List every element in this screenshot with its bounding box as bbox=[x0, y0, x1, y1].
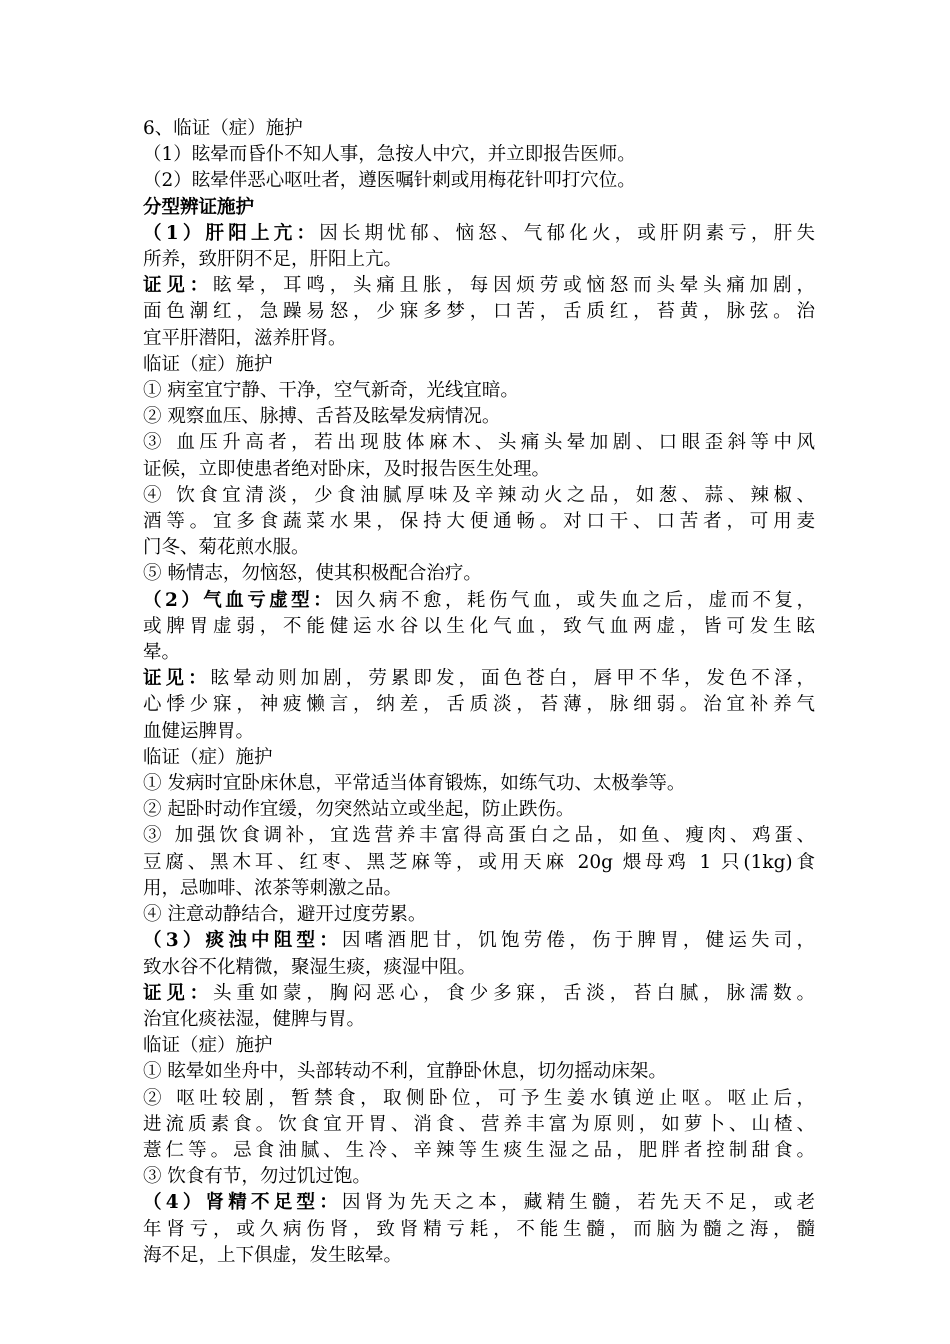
bold-heading: （1）肝阳上亢： bbox=[143, 222, 320, 244]
text-line bbox=[143, 404, 815, 430]
line-text: 薏仁等。忌食油腻、生冷、辛辣等生痰生湿之品，肥胖者控制甜食。 bbox=[143, 1139, 815, 1161]
text-line bbox=[143, 876, 815, 902]
text-line bbox=[143, 719, 815, 745]
text-line bbox=[143, 902, 815, 928]
text-line bbox=[143, 955, 815, 981]
text-line bbox=[143, 1217, 815, 1243]
text-line bbox=[143, 457, 815, 483]
text-line bbox=[143, 981, 815, 1007]
text-line bbox=[143, 116, 815, 142]
text-line bbox=[143, 509, 815, 535]
text-line bbox=[143, 1059, 815, 1085]
text-line bbox=[143, 483, 815, 509]
line-text: 用，忌咖啡、浓茶等刺激之品。 bbox=[143, 877, 403, 899]
text-line bbox=[143, 1007, 815, 1033]
text-line bbox=[143, 1138, 815, 1164]
line-text: ② 呕吐较剧，暂禁食，取侧卧位，可予生姜水镇逆止呕。呕止后， bbox=[143, 1087, 815, 1109]
text-line bbox=[143, 745, 815, 771]
document-body bbox=[143, 116, 815, 1269]
line-text: 证候，立即使患者绝对卧床，及时报告医生处理。 bbox=[143, 458, 551, 480]
text-line bbox=[143, 561, 815, 587]
text-line bbox=[143, 1086, 815, 1112]
line-text: 所养，致肝阴不足，肝阳上亢。 bbox=[143, 249, 403, 271]
text-line bbox=[143, 1112, 815, 1138]
text-line bbox=[143, 666, 815, 692]
text-line bbox=[143, 142, 815, 168]
line-text: 临证（症）施护 bbox=[143, 1035, 273, 1057]
line-text: 进流质素食。饮食宜开胃、消食、营养丰富为原则，如萝卜、山楂、 bbox=[143, 1113, 815, 1135]
text-line bbox=[143, 1190, 815, 1216]
line-text: ② 观察血压、脉搏、舌苔及眩晕发病情况。 bbox=[143, 406, 501, 428]
text-line bbox=[143, 195, 815, 221]
line-text: （2）眩晕伴恶心呕吐者，遵医嘱针刺或用梅花针叩打穴位。 bbox=[143, 170, 636, 192]
text-line bbox=[143, 326, 815, 352]
line-text: 宜平肝潜阳，滋养肝肾。 bbox=[143, 327, 347, 349]
text-line bbox=[143, 168, 815, 194]
line-text: 眩晕动则加剧，劳累即发，面色苍白，唇甲不华，发色不泽， bbox=[210, 668, 815, 690]
text-line bbox=[143, 430, 815, 456]
line-text: 临证（症）施护 bbox=[143, 353, 273, 375]
line-text: 临证（症）施护 bbox=[143, 746, 273, 768]
text-line bbox=[143, 928, 815, 954]
line-text: ② 起卧时动作宜缓，勿突然站立或坐起，防止跌伤。 bbox=[143, 799, 575, 821]
text-line bbox=[143, 640, 815, 666]
text-line bbox=[143, 797, 815, 823]
bold-heading: 证见： bbox=[143, 668, 211, 690]
line-text: 因长期忧郁、恼怒、气郁化火，或肝阴素亏，肝失 bbox=[319, 222, 815, 244]
line-text: 治宜化痰祛湿，健脾与胃。 bbox=[143, 1008, 366, 1030]
line-text: 年肾亏，或久病伤肾，致肾精亏耗，不能生髓，而脑为髓之海，髓 bbox=[143, 1218, 815, 1240]
line-text: 因嗜酒肥甘，饥饱劳倦，伤于脾胃，健运失司， bbox=[341, 930, 815, 952]
bold-heading: （3）痰浊中阻型： bbox=[143, 930, 342, 952]
text-line bbox=[143, 692, 815, 718]
line-text: 致水谷不化精微，聚湿生痰，痰湿中阻。 bbox=[143, 956, 477, 978]
bold-heading: 证见： bbox=[143, 982, 214, 1004]
text-line bbox=[143, 535, 815, 561]
text-line bbox=[143, 378, 815, 404]
text-line bbox=[143, 352, 815, 378]
line-text: 豆腐、黑木耳、红枣、黑芝麻等，或用天麻 20g 煨母鸡 1 只(1kg)食 bbox=[143, 851, 815, 873]
text-line bbox=[143, 850, 815, 876]
line-text: ④ 注意动静结合，避开过度劳累。 bbox=[143, 904, 427, 926]
line-text: 血健运脾胃。 bbox=[143, 720, 255, 742]
bold-heading: 分型辨证施护 bbox=[143, 196, 255, 218]
line-text: 头重如蒙，胸闷恶心，食少多寐，舌淡，苔白腻，脉濡数。 bbox=[213, 982, 815, 1004]
line-text: 心悸少寐，神疲懒言，纳差，舌质淡，苔薄，脉细弱。治宜补养气 bbox=[143, 694, 815, 716]
line-text: ① 病室宜宁静、干净，空气新奇，光线宜暗。 bbox=[143, 380, 519, 402]
line-text: 晕。 bbox=[143, 642, 181, 664]
text-line bbox=[143, 299, 815, 325]
text-line bbox=[143, 1033, 815, 1059]
line-text: （1）眩晕而昏仆不知人事，急按人中穴，并立即报告医师。 bbox=[143, 144, 636, 166]
text-line bbox=[143, 1243, 815, 1269]
line-text: 因久病不愈，耗伤气血，或失血之后，虚而不复， bbox=[335, 589, 815, 611]
bold-heading: （2）气血亏虚型： bbox=[143, 589, 336, 611]
line-text: ③ 饮食有节，勿过饥过饱。 bbox=[143, 1166, 371, 1188]
line-text: 酒等。宜多食蔬菜水果，保持大便通畅。对口干、口苦者，可用麦 bbox=[143, 511, 815, 533]
line-text: 或脾胃虚弱，不能健运水谷以生化气血，致气血两虚，皆可发生眩 bbox=[143, 615, 815, 637]
line-text: 面色潮红，急躁易怒，少寐多梦，口苦，舌质红，苔黄，脉弦。治 bbox=[143, 301, 815, 323]
text-line bbox=[143, 221, 815, 247]
line-text: 因肾为先天之本，藏精生髓，若先天不足，或老 bbox=[341, 1192, 815, 1214]
text-line bbox=[143, 273, 815, 299]
text-line bbox=[143, 771, 815, 797]
bold-heading: （4）肾精不足型： bbox=[143, 1192, 342, 1214]
text-line bbox=[143, 1164, 815, 1190]
line-text: ③ 加强饮食调补，宜选营养丰富得高蛋白之品，如鱼、瘦肉、鸡蛋、 bbox=[143, 825, 815, 847]
text-line bbox=[143, 588, 815, 614]
line-text: ③ 血压升高者，若出现肢体麻木、头痛头晕加剧、口眼歪斜等中风 bbox=[143, 432, 815, 454]
line-text: 门冬、菊花煎水服。 bbox=[143, 537, 310, 559]
line-text: ① 发病时宜卧床休息，平常适当体育锻炼，如练气功、太极拳等。 bbox=[143, 773, 686, 795]
bold-heading: 证见： bbox=[143, 275, 214, 297]
text-line bbox=[143, 614, 815, 640]
line-text: ① 眩晕如坐舟中，头部转动不利，宜静卧休息，切勿摇动床架。 bbox=[143, 1061, 667, 1083]
line-text: 眩晕，耳鸣，头痛且胀，每因烦劳或恼怒而头晕头痛加剧， bbox=[213, 275, 815, 297]
line-text: 海不足，上下俱虚，发生眩晕。 bbox=[143, 1244, 403, 1266]
line-text: ④ 饮食宜清淡，少食油腻厚味及辛辣动火之品，如葱、蒜、辣椒、 bbox=[143, 484, 815, 506]
line-text: 6、临证（症）施护 bbox=[143, 118, 303, 139]
text-line bbox=[143, 823, 815, 849]
line-text: ⑤ 畅情志，勿恼怒，使其积极配合治疗。 bbox=[143, 563, 482, 585]
text-line bbox=[143, 247, 815, 273]
